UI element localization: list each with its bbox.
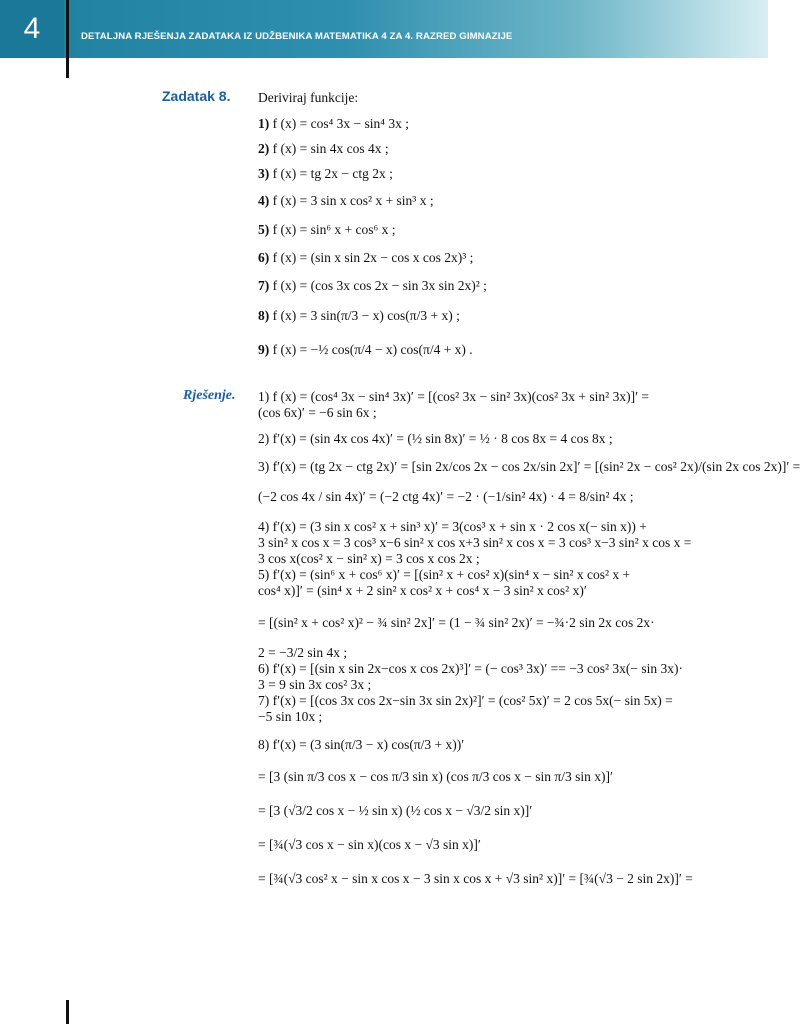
spacer — [258, 725, 694, 737]
item-formula: f (x) = sin 4x cos 4x ; — [272, 141, 389, 156]
solution-line: 3 = 9 sin 3x cos² 3x ; — [258, 677, 372, 692]
solution-line: 7) f′(x) = [(cos 3x cos 2x−sin 3x sin 2x)²]′ = (cos² 5x)′ = 2 cos 5x(− sin 5x) = — [258, 693, 673, 708]
item-formula: f (x) = cos⁴ 3x − sin⁴ 3x ; — [272, 116, 410, 131]
solution-line: = [3 (√3/2 cos x − ½ sin x) (½ cos x − √3/2 sin x)]′ — [258, 803, 533, 818]
task-item — [258, 222, 396, 238]
item-number: 4) — [258, 193, 270, 208]
header-divider — [66, 0, 69, 78]
solution-line: 2 = −3/2 sin 4x ; — [258, 645, 348, 660]
spacer — [258, 853, 694, 871]
item-number: 5) — [258, 222, 270, 237]
footer-divider — [66, 1000, 69, 1024]
task-item — [258, 141, 389, 157]
solution-line: = [3 (sin π/3 cos x − cos π/3 sin x) (cos π/3 cos x − sin π/3 sin x)]′ — [258, 769, 613, 784]
solution-label: Rješenje. — [183, 388, 236, 403]
item-formula: f (x) = tg 2x − ctg 2x ; — [272, 166, 393, 181]
solution-line: 8) f′(x) = (3 sin(π/3 − x) cos(π/3 + x))′ — [258, 737, 465, 752]
solution-line: = [¾(√3 cos² x − sin x cos x − 3 sin x cos x + √3 sin² x)]′ = [¾(√3 − 2 sin 2x)]′ = — [258, 871, 693, 886]
solution-line: 4) f′(x) = (3 sin x cos² x + sin³ x)′ = 3(cos³ x + sin x · 2 cos x(− sin x)) + — [258, 519, 647, 534]
task-item — [258, 116, 409, 132]
item-formula: f (x) = (cos 3x cos 2x − sin 3x sin 2x)² ; — [272, 278, 487, 293]
item-number: 6) — [258, 250, 270, 265]
solution-body — [258, 389, 800, 887]
task-item — [258, 278, 487, 294]
item-formula: f (x) = sin⁶ x + cos⁶ x ; — [272, 222, 396, 237]
spacer — [258, 505, 694, 519]
task-label: Zadatak 8. — [162, 88, 231, 104]
spacer — [258, 785, 694, 803]
item-number: 7) — [258, 278, 270, 293]
item-formula: f (x) = −½ cos(π/4 − x) cos(π/4 + x) . — [272, 342, 473, 357]
solution-line: cos⁴ x)]′ = (sin⁴ x + 2 sin² x cos² x + cos⁴ x − 3 sin² x cos² x)′ — [258, 583, 587, 598]
item-number: 2) — [258, 141, 270, 156]
page-number: 4 — [0, 0, 64, 58]
item-number: 8) — [258, 308, 270, 323]
item-number: 1) — [258, 116, 270, 131]
solution-line: 3 cos x(cos² x − sin² x) = 3 cos x cos 2x ; — [258, 551, 480, 566]
task-intro: Deriviraj funkcije: — [258, 90, 359, 105]
spacer — [258, 475, 694, 489]
solution-line: 6) f′(x) = [(sin x sin 2x−cos x cos 2x)³]′ = (− cos³ 3x)′ == −3 cos² 3x(− sin 3x)· — [258, 661, 683, 676]
item-formula: f (x) = (sin x sin 2x − cos x cos 2x)³ ; — [272, 250, 474, 265]
solution-line: −5 sin 10x ; — [258, 709, 323, 724]
solution-line: = [¾(√3 cos x − sin x)(cos x − √3 sin x)]′ — [258, 837, 481, 852]
running-title: DETALJNA RJEŠENJA ZADATAKA IZ UDŽBENIKA MATEMATIKA 4 ZA 4. RAZRED GIMNAZIJE — [81, 31, 513, 42]
solution-line: 3 sin² x cos x = 3 cos³ x−6 sin² x cos x+3 sin² x cos x = 3 cos³ x−3 sin² x cos x = — [258, 535, 692, 550]
solution-line: (−2 cos 4x / sin 4x)′ = (−2 ctg 4x)′ = −2 · (−1/sin² 4x) · 4 = 8/sin² 4x ; — [258, 489, 634, 504]
task-item — [258, 193, 434, 209]
solution-line: (cos 6x)′ = −6 sin 6x ; — [258, 405, 377, 420]
item-formula: f (x) = 3 sin x cos² x + sin³ x ; — [272, 193, 434, 208]
spacer — [258, 447, 694, 453]
solution-line: 3) f′(x) = (tg 2x − ctg 2x)′ = [sin 2x/cos 2x − cos 2x/sin 2x]′ = [(sin² 2x − cos² 2x)/(sin 2x cos 2x)]′ = — [258, 459, 800, 474]
item-formula: f (x) = 3 sin(π/3 − x) cos(π/3 + x) ; — [272, 308, 460, 323]
task-item — [258, 166, 393, 182]
task-item — [258, 308, 460, 324]
task-item — [258, 342, 473, 358]
task-item — [258, 250, 473, 266]
solution-line: 5) f′(x) = (sin⁶ x + cos⁶ x)′ = [(sin² x + cos² x)(sin⁴ x − sin² x cos² x + — [258, 567, 631, 582]
page-header — [0, 0, 768, 58]
solution-line: 1) f (x) = (cos⁴ 3x − sin⁴ 3x)′ = [(cos² 3x − sin² 3x)(cos² 3x + sin² 3x)]′ = — [258, 389, 650, 404]
solution-line: 2) f′(x) = (sin 4x cos 4x)′ = (½ sin 8x)′ = ½ · 8 cos 8x = 4 cos 8x ; — [258, 431, 613, 446]
solution-line: = [(sin² x + cos² x)² − ¾ sin² 2x]′ = (1 − ¾ sin² 2x)′ = −¾·2 sin 2x cos 2x· — [258, 615, 655, 630]
spacer — [258, 631, 694, 645]
spacer — [258, 753, 694, 769]
spacer — [258, 599, 694, 609]
item-number: 3) — [258, 166, 270, 181]
item-number: 9) — [258, 342, 270, 357]
spacer — [258, 819, 694, 837]
